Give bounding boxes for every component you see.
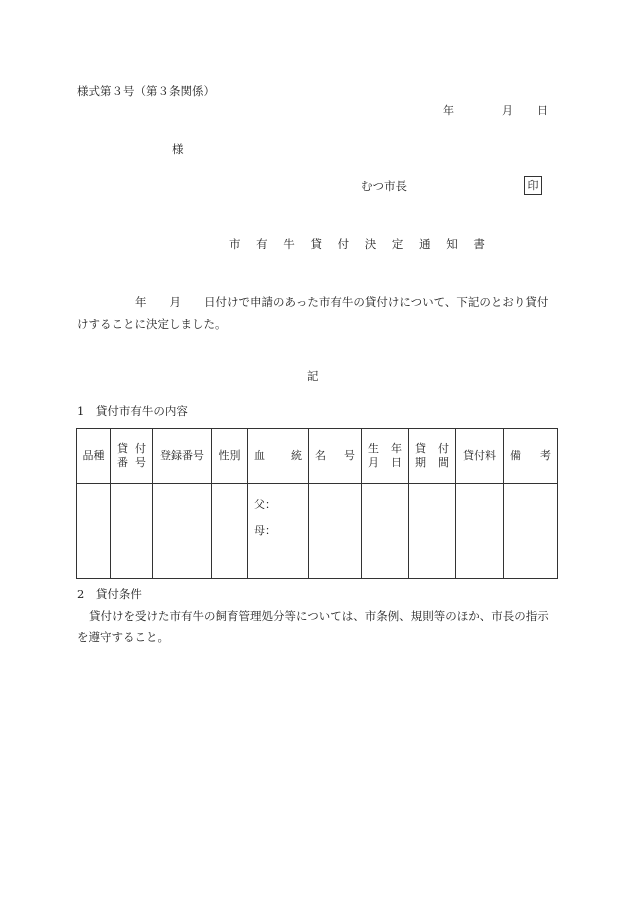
body-text: 日付けで申請のあった市有牛の貸付けについて、下記のとおり貸付けすることに決定しました。 [77, 295, 549, 331]
table-header-row [77, 429, 558, 484]
issuer: むつ市長 [361, 179, 407, 193]
body-year-label: 年 [135, 295, 147, 309]
header-name: 名 号 [309, 429, 362, 484]
cell-pedigree[interactable] [248, 484, 309, 579]
cell-loan-fee[interactable] [456, 484, 504, 579]
pedigree-father-label: 父： [254, 498, 276, 511]
cell-birth-date[interactable] [362, 484, 409, 579]
section1-heading: 1 貸付市有牛の内容 [77, 404, 188, 418]
cell-loan-period[interactable] [409, 484, 456, 579]
cell-registration-number[interactable] [153, 484, 212, 579]
table-row [77, 484, 558, 579]
body-paragraph [77, 291, 553, 335]
header-loan-number: 貸 付 番 号 [111, 429, 153, 484]
cell-breed[interactable] [77, 484, 111, 579]
cell-loan-number[interactable] [111, 484, 153, 579]
header-remarks: 備 考 [504, 429, 558, 484]
cell-sex[interactable] [212, 484, 248, 579]
cell-remarks[interactable] [504, 484, 558, 579]
cell-name[interactable] [309, 484, 362, 579]
ki-mark: 記 [307, 369, 319, 383]
conditions-text: 貸付けを受けた市有牛の飼育管理処分等については、市条例、規則等のほか、市長の指示を遵守すること。 [77, 609, 549, 644]
header-birth-date: 生 年 月 日 [362, 429, 409, 484]
cattle-table [76, 428, 558, 579]
pedigree-mother-label: 母： [254, 524, 276, 537]
addressee-suffix: 様 [172, 142, 184, 156]
document-title: 市 有 牛 貸 付 決 定 通 知 書 [229, 237, 491, 251]
header-registration-number: 登録番号 [153, 429, 212, 484]
body-month-label: 月 [169, 295, 181, 309]
header-loan-period: 貸 付 期 間 [409, 429, 456, 484]
date-year-label: 年 [443, 104, 454, 117]
date-day-label: 日 [537, 104, 548, 117]
date-month-label: 月 [502, 104, 513, 117]
form-number: 様式第３号（第３条関係） [77, 84, 215, 98]
section2-heading: 2 貸付条件 [77, 587, 142, 601]
header-sex: 性別 [212, 429, 248, 484]
date-line [443, 105, 548, 116]
seal-mark: 印 [524, 176, 542, 195]
header-pedigree: 血 統 [248, 429, 309, 484]
header-breed: 品種 [77, 429, 111, 484]
header-loan-fee: 貸付料 [456, 429, 504, 484]
